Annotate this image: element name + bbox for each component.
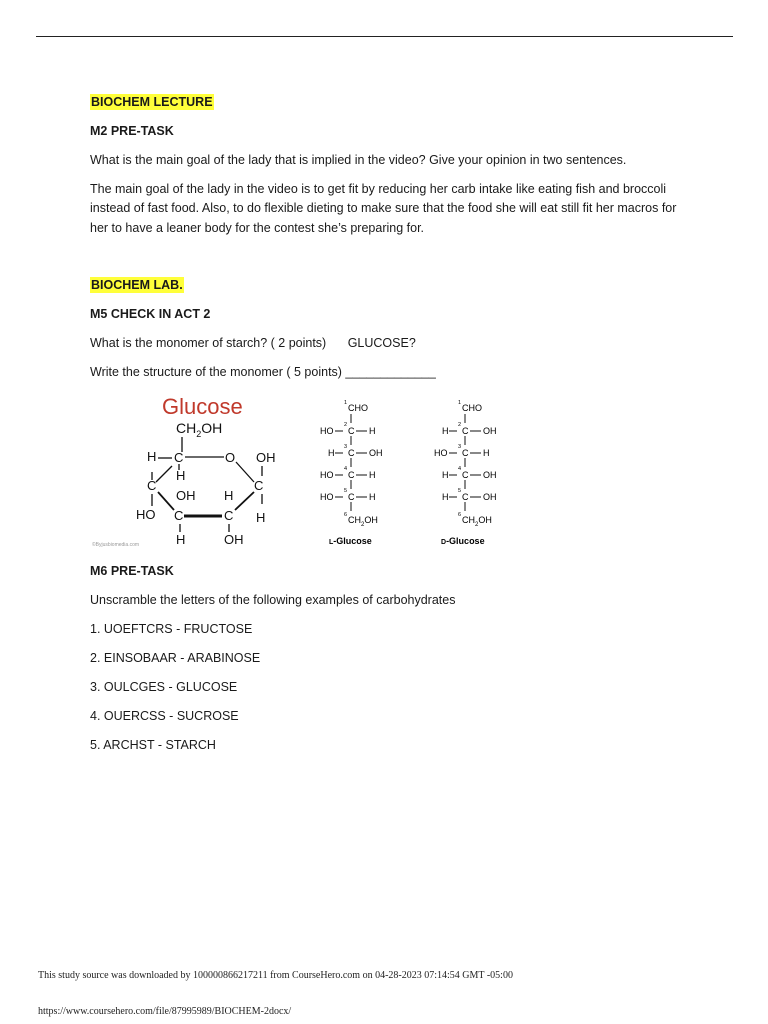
list-item: 5. ARCHST - STARCH <box>90 738 216 752</box>
svg-text:C: C <box>462 470 469 480</box>
h-c3-below: H <box>176 532 186 547</box>
lecture-task-title: M2 PRE-TASK <box>90 124 174 138</box>
svg-text:5: 5 <box>458 488 462 494</box>
d-glucose-label: D-Glucose <box>441 536 485 546</box>
lecture-answer: The main goal of the lady in the video is to get fit by reducing her carb intake like eating fish and broccoli instead of fast food. Also, to do flexible dieting to make sure that the food she will eat still fit her macros for her to have a leaner body for the contest she’s preparing for. <box>90 182 677 235</box>
l-c3-right: OH <box>369 448 383 458</box>
h-c2: H <box>224 488 234 503</box>
oh-top-right: OH <box>256 450 276 465</box>
c5-label: C <box>174 450 184 465</box>
d-c4-right: OH <box>483 470 497 480</box>
l-glucose-fischer <box>318 395 408 550</box>
c1-label: C <box>254 478 264 493</box>
svg-text:C: C <box>462 426 469 436</box>
m6-instruction: Unscramble the letters of the following examples of carbohydrates <box>90 593 456 607</box>
d-c2-right: OH <box>483 426 497 436</box>
ho-c4: HO <box>136 507 156 522</box>
svg-text:5: 5 <box>344 488 348 494</box>
m6-task-title: M6 PRE-TASK <box>90 564 174 578</box>
list-item: 3. OULCGES - GLUCOSE <box>90 680 238 694</box>
d-c2-left: H <box>442 426 449 436</box>
svg-text:2: 2 <box>458 422 462 428</box>
svg-text:1: 1 <box>458 400 462 406</box>
lab-task-title: M5 CHECK IN ACT 2 <box>90 307 211 321</box>
l-c5-right: H <box>369 492 376 502</box>
svg-text:2: 2 <box>344 422 348 428</box>
d-c4-left: H <box>442 470 449 480</box>
lecture-question: What is the main goal of the lady that is implied in the video? Give your opinion in two sentences. <box>90 153 627 167</box>
lab-question-2: Write the structure of the monomer ( 5 points) _____________ <box>90 365 436 379</box>
svg-text:C: C <box>348 470 355 480</box>
svg-text:C: C <box>348 426 355 436</box>
h-c5-below: H <box>176 468 186 483</box>
l-c6-ch2oh: $CH_2OH$ <box>348 515 378 528</box>
l-c5-left: HO <box>320 492 334 502</box>
d-glucose-fischer <box>432 395 522 550</box>
source-url[interactable]: https://www.coursehero.com/file/87995989/BIOCHEM-2docx/ <box>38 1006 292 1017</box>
svg-text:3: 3 <box>344 444 348 450</box>
top-rule <box>36 36 733 37</box>
ring-oxygen: O <box>225 450 236 465</box>
svg-text:C: C <box>348 492 355 502</box>
glucose-title: Glucose <box>162 394 243 419</box>
c3-label: C <box>174 508 184 523</box>
svg-text:6: 6 <box>458 512 462 518</box>
download-note: This study source was downloaded by 100000866217211 from CourseHero.com on 04-28-2023 07:14:54 GMT -05:00 <box>38 970 513 981</box>
d-c3-left: HO <box>434 448 448 458</box>
h-top-left: H <box>147 449 157 464</box>
list-item: 2. EINSOBAAR - ARABINOSE <box>90 651 261 665</box>
l-glucose-label: L-Glucose <box>329 536 372 546</box>
answer-text: GLUCOSE? <box>347 336 416 350</box>
l-c2-right: H <box>369 426 376 436</box>
diagram-watermark: ©Byjusbiomedia.com <box>92 542 140 548</box>
ch2oh-label: $CH_2OH$ <box>176 420 223 439</box>
d-c5-right: OH <box>483 492 497 502</box>
d-c1-cho: CHO <box>462 403 482 413</box>
l-c3-left: H <box>328 448 335 458</box>
svg-text:3: 3 <box>458 444 462 450</box>
l-c4-left: HO <box>320 470 334 480</box>
svg-text:C: C <box>348 448 355 458</box>
list-item: 4. OUERCSS - SUCROSE <box>90 709 239 723</box>
l-c4-right: H <box>369 470 376 480</box>
oh-c3: OH <box>176 488 196 503</box>
lab-heading: BIOCHEM LAB. <box>91 278 183 292</box>
svg-text:C: C <box>462 448 469 458</box>
lab-question-1 <box>90 334 416 353</box>
d-c3-right: H <box>483 448 490 458</box>
h-c1: H <box>256 510 266 525</box>
svg-text:4: 4 <box>458 466 462 472</box>
glucose-haworth-diagram <box>88 388 314 548</box>
l-c1-cho: CHO <box>348 403 368 413</box>
svg-text:1: 1 <box>344 400 348 406</box>
question-text: What is the monomer of starch? ( 2 points) <box>90 336 327 350</box>
d-c6-ch2oh: $CH_2OH$ <box>462 515 492 528</box>
oh-c2-below: OH <box>224 532 244 547</box>
svg-text:6: 6 <box>344 512 348 518</box>
c2-label: C <box>224 508 234 523</box>
l-c2-left: HO <box>320 426 334 436</box>
d-c5-left: H <box>442 492 449 502</box>
svg-text:C: C <box>462 492 469 502</box>
svg-text:4: 4 <box>344 466 348 472</box>
lecture-heading: BIOCHEM LECTURE <box>91 95 213 109</box>
c4-label: C <box>147 478 157 493</box>
list-item: 1. UOEFTCRS - FRUCTOSE <box>90 622 253 636</box>
